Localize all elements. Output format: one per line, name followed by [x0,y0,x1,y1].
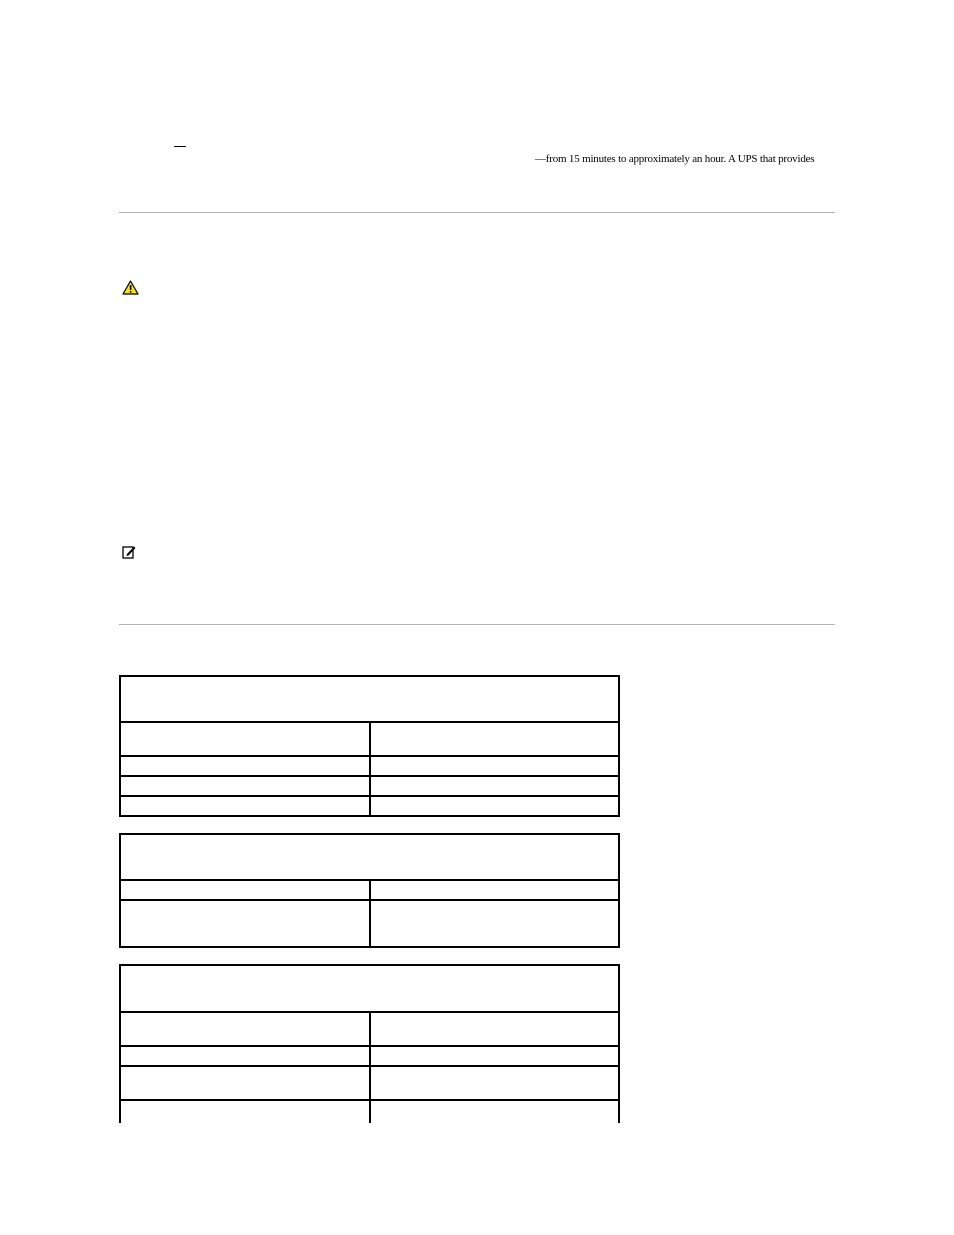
table-row [120,1012,619,1046]
table-cell-value [370,1012,620,1046]
table-header-cell [120,965,619,1012]
spec-table-1 [119,675,620,817]
table-cell-value [370,1046,620,1066]
table-cell-label [120,1046,370,1066]
table-cell-label [120,880,370,900]
table-cell-label [120,1100,370,1123]
table-row [120,756,619,776]
table-cell-value [370,796,620,816]
table-header-cell [120,676,619,722]
table-header-row [120,965,619,1012]
table-cell-label [120,796,370,816]
table-row [120,1066,619,1100]
table-header-cell [120,834,619,880]
spec-table-3-clip [117,963,624,1123]
table-row [120,1100,619,1123]
warning-triangle-icon [122,280,139,295]
table-row [120,796,619,816]
table-cell-value [370,776,620,796]
table-row [120,880,619,900]
table-row [120,722,619,756]
table-header-row [120,834,619,880]
table-header-row [120,676,619,722]
section-divider-2 [119,624,835,625]
table-cell-value [370,1066,620,1100]
table-row [120,900,619,947]
table-cell-label [120,722,370,756]
spec-table-3 [119,964,620,1123]
table-cell-label [120,900,370,947]
table-cell-value [370,880,620,900]
table-cell-label [120,756,370,776]
spec-table-2 [119,833,620,948]
em-dash-fragment [174,146,186,147]
section-divider-1 [119,212,835,213]
table-row [120,1046,619,1066]
table-cell-label [120,776,370,796]
table-cell-value [370,1100,620,1123]
table-cell-value [370,900,620,947]
table-cell-label [120,1012,370,1046]
table-cell-label [120,1066,370,1100]
table-row [120,776,619,796]
note-pencil-icon [122,545,136,559]
table-cell-value [370,722,620,756]
table-cell-value [370,756,620,776]
ups-runtime-text: —from 15 minutes to approximately an hour. A UPS that provides [535,153,815,165]
